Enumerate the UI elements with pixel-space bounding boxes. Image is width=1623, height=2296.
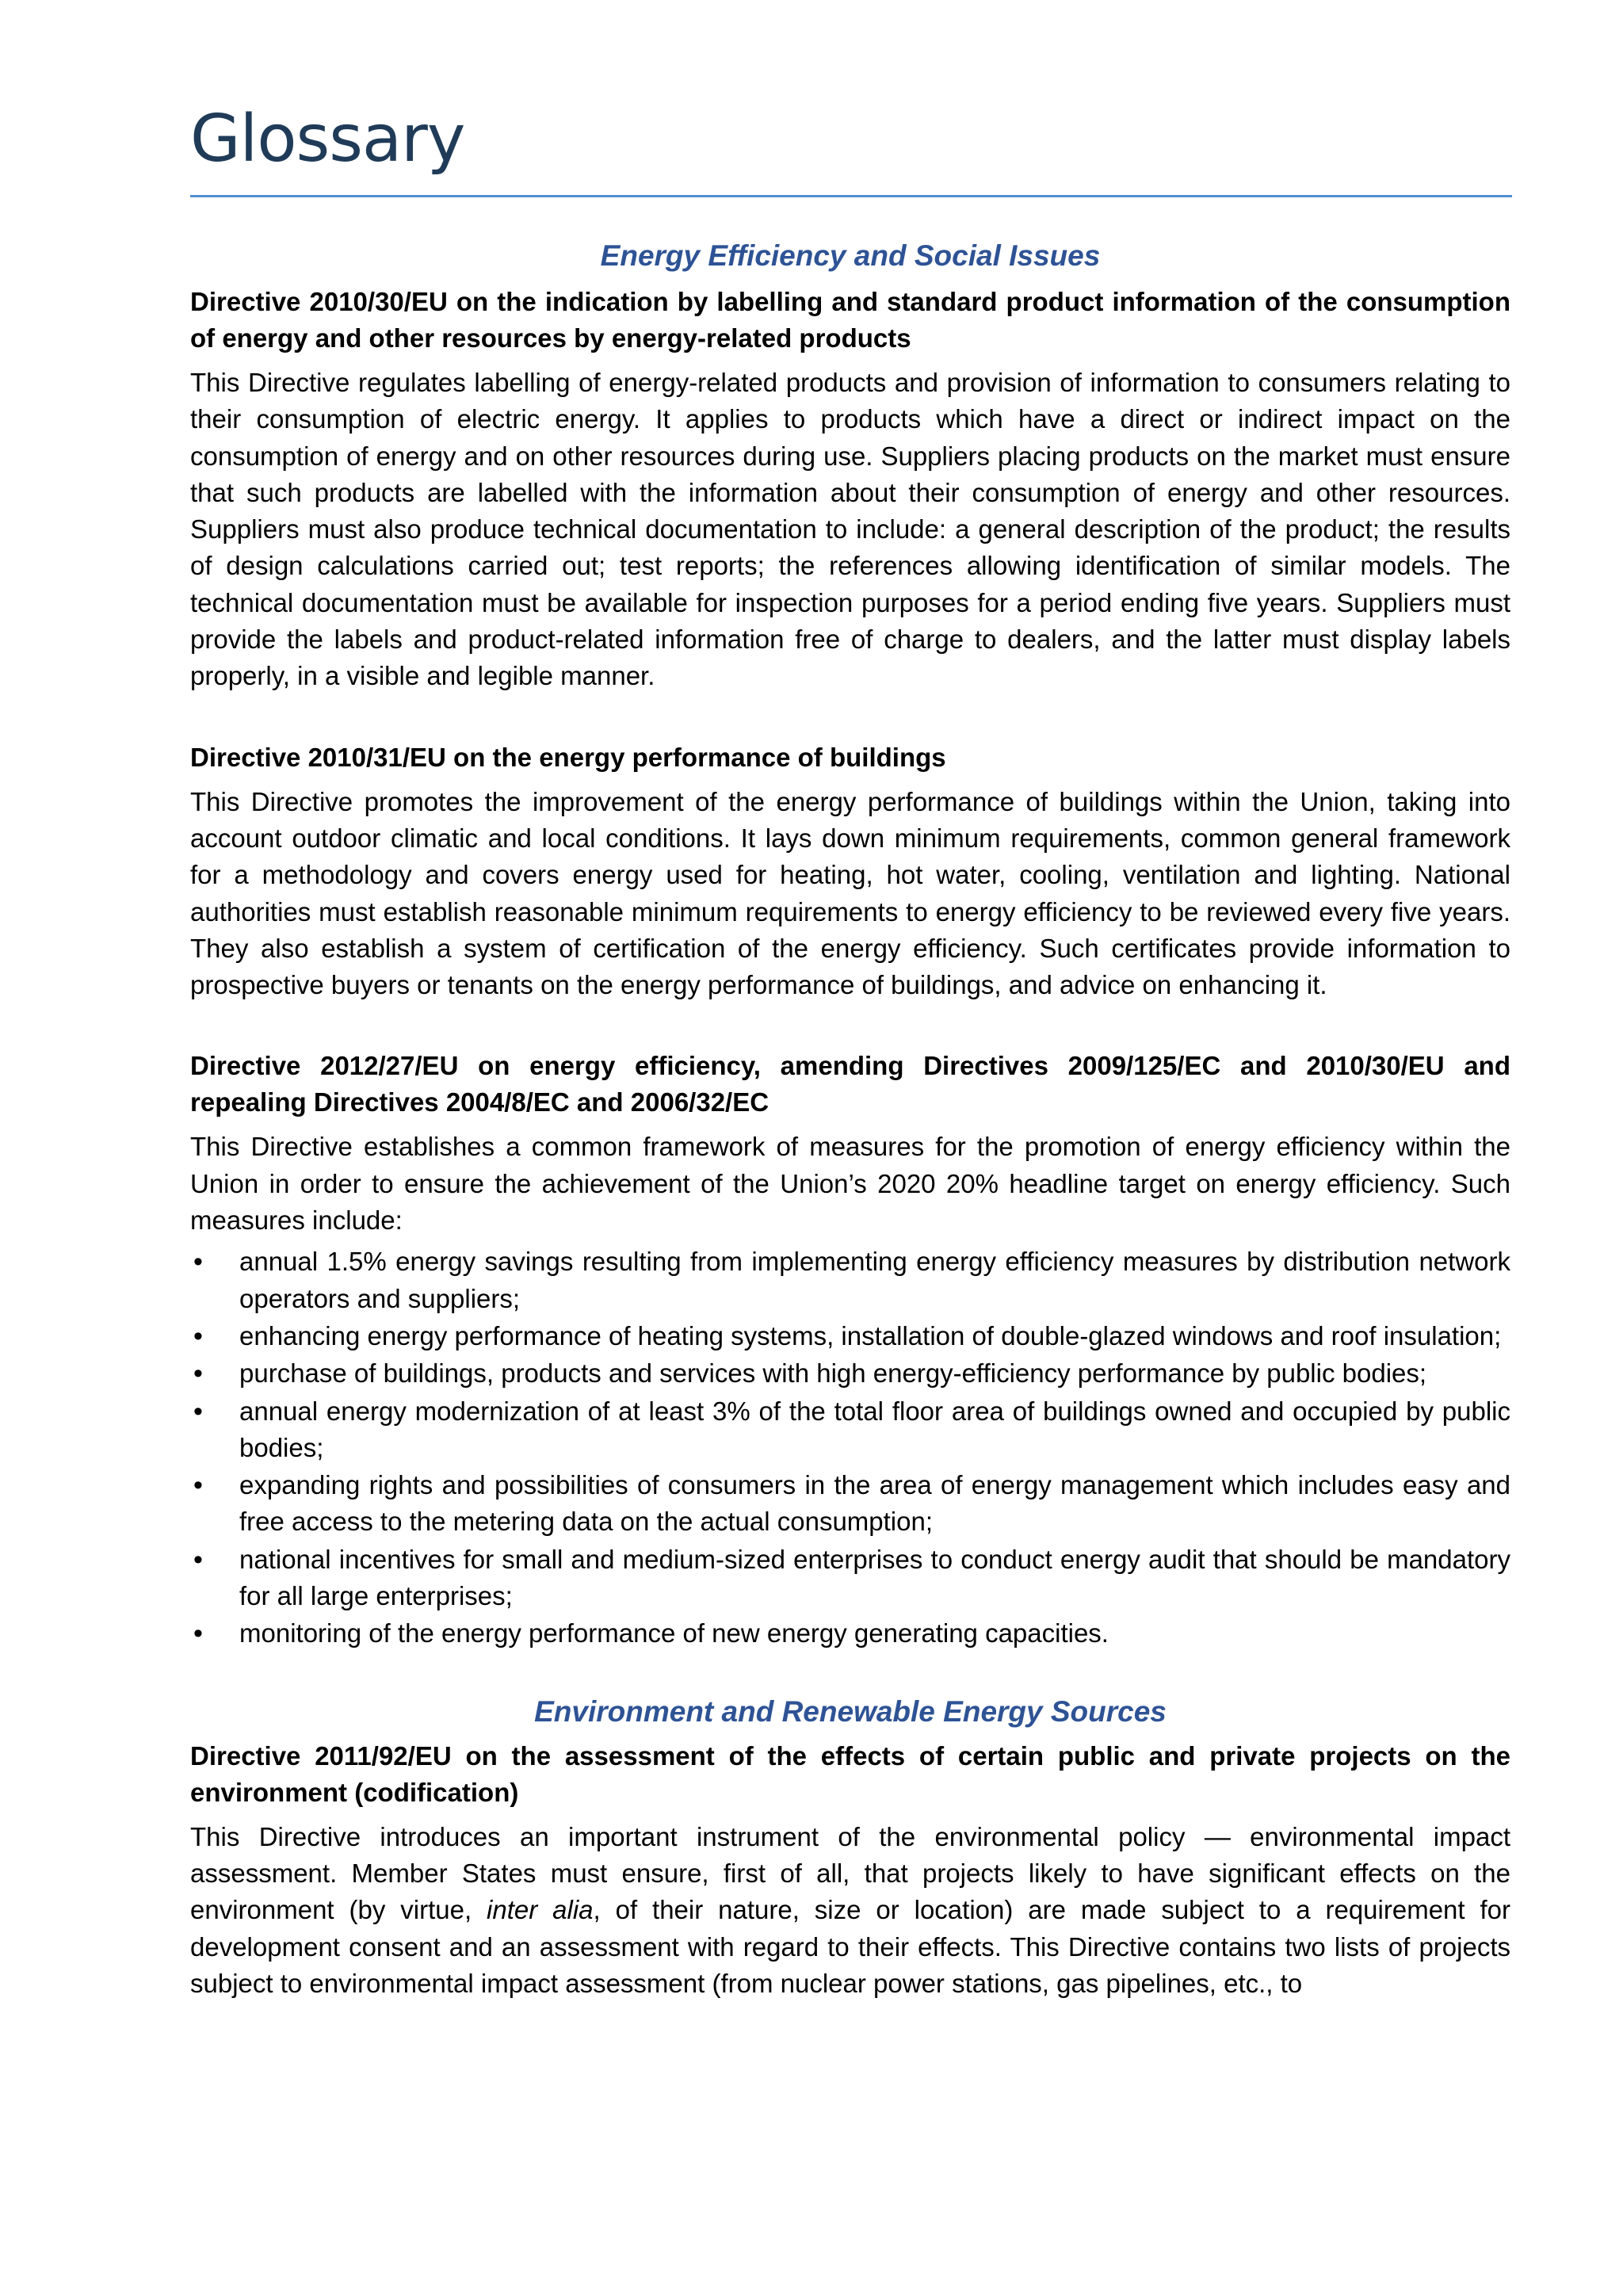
list-item [190, 1615, 1510, 1652]
bullet-icon: • [193, 1470, 203, 1501]
list-item [190, 1467, 1510, 1541]
list-item [190, 1244, 1510, 1317]
list-item-text: monitoring of the energy performance of new energy generating capacities. [239, 1618, 1109, 1648]
bullet-icon: • [193, 1618, 203, 1649]
list-item-text: annual 1.5% energy savings resulting from implementing energy efficiency measures by distribution network operators and suppliers; [239, 1247, 1510, 1313]
entry-heading-directive-2010-30: Directive 2010/30/EU on the indication by labelling and standard product information of the consumption of energy and other resources by energy-related products [190, 287, 1510, 353]
body-text-end: , of their nature, size or location) are made subject to a requirement for development consent and an assessment with regard to their effects. This Directive contains two lists of projects subject to environmental impact assessment (from nuclear power stations, gas pipelines, etc., to [190, 1895, 1510, 1998]
section-heading-environment: Environment and Renewable Energy Sources [534, 1694, 1167, 1728]
entry-body-directive-2010-30: This Directive regulates labelling of energy-related products and provision of information to consumers relating to their consumption of electric energy. It applies to products which have a direct or indirect impact on the consumption of energy and on other resources during use. Suppliers placing products on the market must ensure that such products are labelled with the information about their consumption of energy and other resources. Suppliers must also produce technical documentation to include: a general description of the product; the results of design calculations carried out; test reports; the references allowing identification of similar models. The technical documentation must be available for inspection purposes for a period ending five years. Suppliers must provide the labels and product-related information free of charge to dealers, and the latter must display labels properly, in a visible and legible manner. [190, 368, 1510, 691]
bullet-icon: • [193, 1396, 203, 1427]
list-item [190, 1393, 1510, 1467]
bullet-icon: • [193, 1247, 203, 1278]
bullet-icon: • [193, 1544, 203, 1575]
document-page [190, 0, 1510, 2002]
entry-body-directive-2012-27: This Directive establishes a common framework of measures for the promotion of energy efficiency within the Union in order to ensure the achievement of the Union’s 2020 20% headline target on energy efficiency. Such measures include: [190, 1132, 1510, 1236]
title-underline [190, 195, 1512, 197]
list-item-text: national incentives for small and medium-sized enterprises to conduct energy audit that should be mandatory for all large enterprises; [239, 1544, 1510, 1611]
list-item [190, 1318, 1510, 1354]
entry-heading-directive-2011-92: Directive 2011/92/EU on the assessment of the effects of certain public and private projects on the environment (codification) [190, 1740, 1510, 1807]
list-item-text: annual energy modernization of at least 3% of the total floor area of buildings owned and occupied by public bodies; [239, 1396, 1510, 1462]
measures-list [190, 1244, 1510, 1652]
entry-body-directive-2010-31: This Directive promotes the improvement of the energy performance of buildings within the Union, taking into account outdoor climatic and local conditions. It lays down minimum requirements, common general framework for a methodology and covers energy used for heating, hot water, cooling, ventilation and lighting. National authorities must establish reasonable minimum requirements to energy efficiency to be reviewed every five years. They also establish a system of certification of the energy efficiency. Such certificates provide information to prospective buyers or tenants on the energy performance of buildings, and advice on enhancing it. [190, 786, 1510, 1000]
bullet-icon: • [193, 1320, 203, 1351]
body-text-italic: inter alia [487, 1895, 594, 1925]
list-item-text: enhancing energy performance of heating systems, installation of double-glazed windows and roof insulation; [239, 1320, 1502, 1350]
body-text-start: This Directive introduces an important instrument of the environmental policy — environmental impact assessment. Member States must ensure, first of all, that projects likely to have significant effects on the environment (by virtue, [190, 1821, 1510, 1925]
entry-heading-directive-2010-31: Directive 2010/31/EU on the energy performance of buildings [190, 742, 946, 772]
page-title: Glossary [190, 101, 465, 177]
list-item [190, 1541, 1510, 1615]
entry-body-directive-2011-92 [190, 1819, 1510, 2002]
entry-heading-directive-2012-27: Directive 2012/27/EU on energy efficiency, amending Directives 2009/125/EC and 2010/30/EU and repealing Directives 2004/8/EC and 2006/32/EC [190, 1051, 1510, 1117]
section-heading-energy-efficiency: Energy Efficiency and Social Issues [600, 239, 1101, 272]
list-item-text: expanding rights and possibilities of consumers in the area of energy management which includes easy and free access to the metering data on the actual consumption; [239, 1470, 1510, 1537]
bullet-icon: • [193, 1358, 203, 1389]
list-item [190, 1355, 1510, 1392]
list-item-text: purchase of buildings, products and services with high energy-efficiency performance by public bodies; [239, 1358, 1427, 1389]
